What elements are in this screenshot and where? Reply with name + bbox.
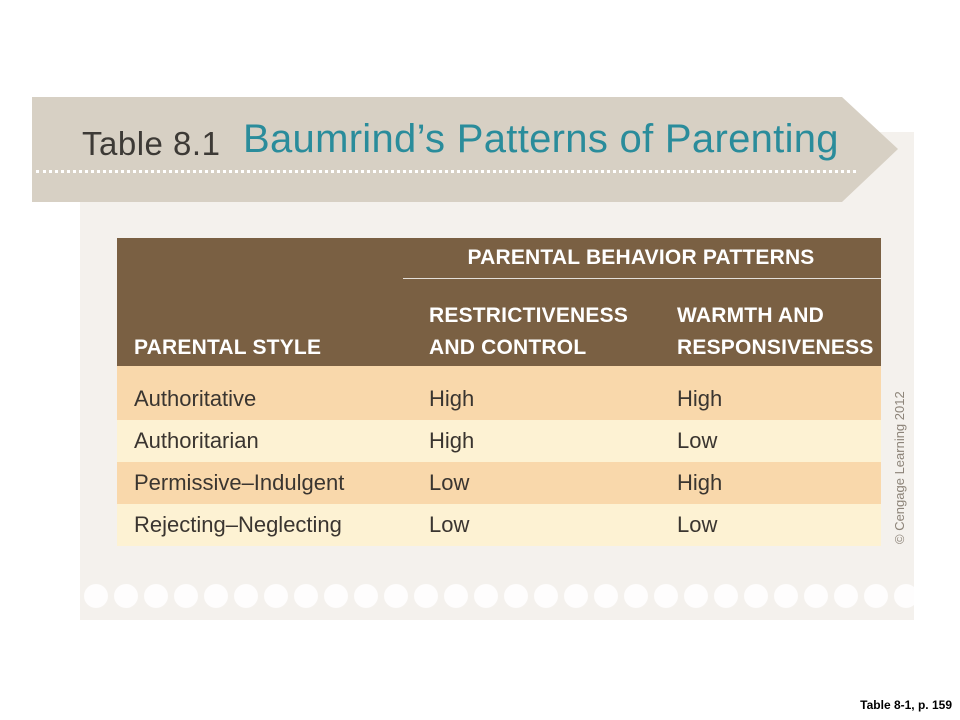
cell-style: Permissive–Indulgent: [134, 470, 345, 495]
group-header: PARENTAL BEHAVIOR PATTERNS: [467, 246, 815, 269]
table-row: [117, 462, 881, 504]
table-header: [117, 238, 881, 366]
group-header-rule: [403, 278, 881, 279]
cell-restrictiveness: High: [429, 428, 475, 453]
column-header-warmth: [677, 300, 874, 364]
decorative-dots: [80, 584, 918, 614]
column-header-warmth-line2: RESPONSIVENESS: [677, 336, 874, 359]
column-header-restrictiveness: [429, 300, 628, 364]
slide-caption: Table 8-1, p. 159: [860, 698, 952, 712]
parenting-table: [117, 238, 881, 546]
cell-warmth: High: [677, 470, 723, 495]
cell-style: Authoritarian: [134, 428, 259, 453]
copyright-notice: © Cengage Learning 2012: [892, 391, 907, 544]
cell-warmth: Low: [677, 428, 718, 453]
dotted-divider: [36, 170, 856, 173]
column-header-warmth-line1: WARMTH AND: [677, 304, 825, 327]
cell-warmth: Low: [677, 512, 718, 537]
column-header-style: PARENTAL STYLE: [134, 336, 322, 359]
table-body: [117, 366, 881, 546]
cell-style: Rejecting–Neglecting: [134, 512, 342, 537]
table-row: [117, 420, 881, 462]
cell-style: Authoritative: [134, 386, 257, 411]
column-header-restrictiveness-line2: AND CONTROL: [429, 336, 587, 359]
cell-restrictiveness: High: [429, 386, 475, 411]
table-title: Baumrind’s Patterns of Parenting: [243, 117, 839, 161]
table-row: [117, 504, 881, 546]
table-number: Table 8.1: [82, 125, 221, 162]
column-header-restrictiveness-line1: RESTRICTIVENESS: [429, 304, 629, 327]
cell-warmth: High: [677, 386, 723, 411]
table-row: [117, 366, 881, 420]
cell-restrictiveness: Low: [429, 470, 470, 495]
cell-restrictiveness: Low: [429, 512, 470, 537]
